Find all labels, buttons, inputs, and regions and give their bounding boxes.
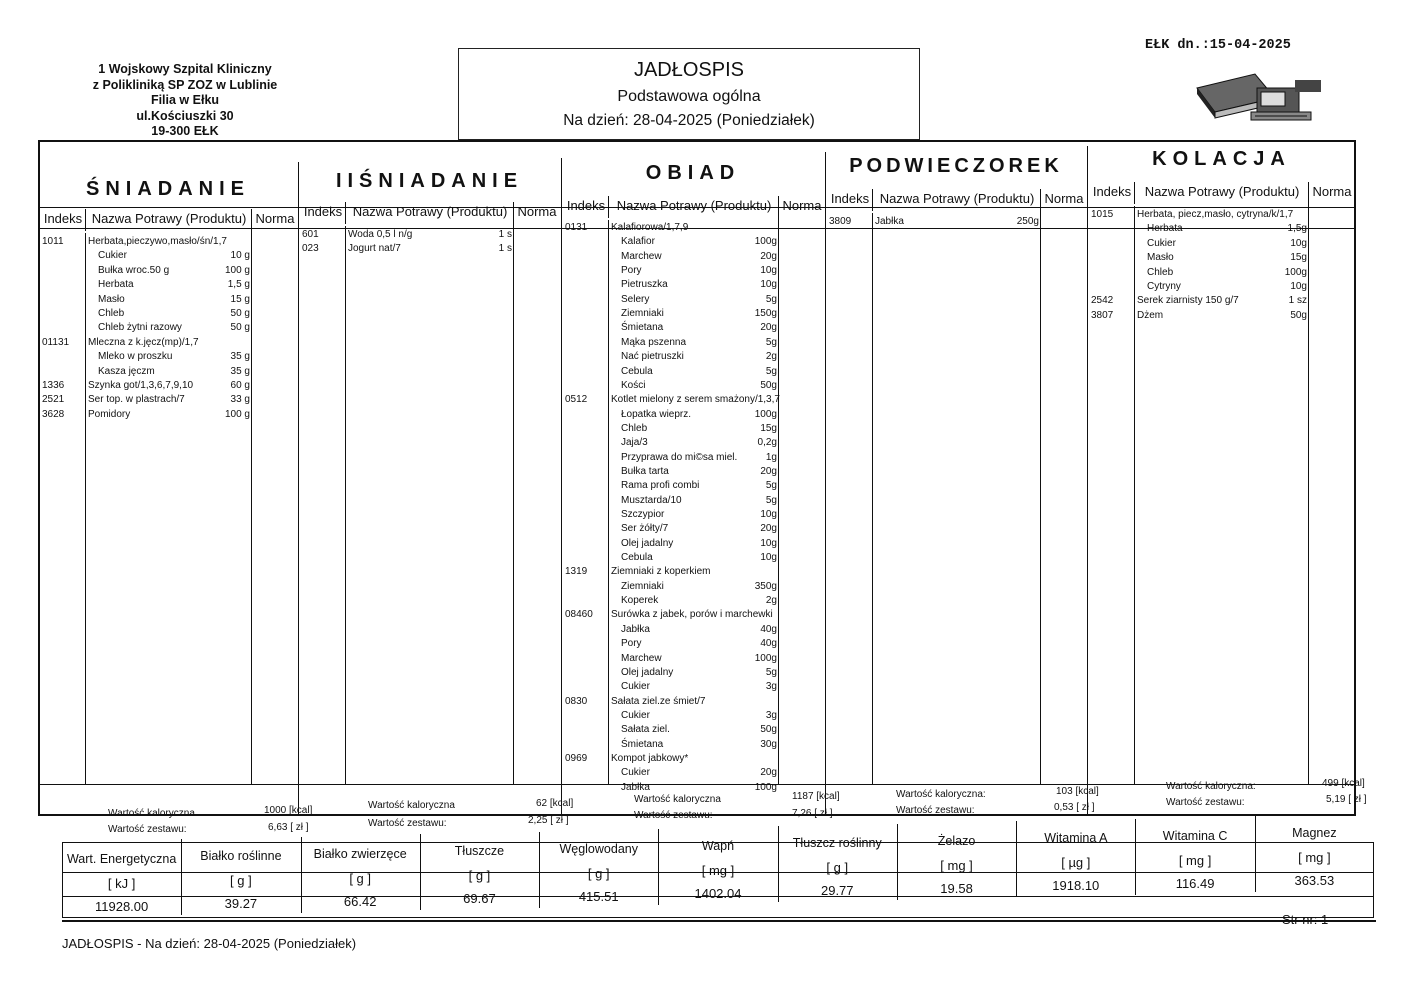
column-header-index: Indeks: [830, 191, 870, 206]
meal-title-ii-sniadanie: IIŚNIADANIE: [335, 170, 524, 192]
item-index: 0830: [565, 695, 588, 707]
item-name: Cytryny: [1147, 281, 1181, 292]
item-index: 023: [302, 243, 319, 255]
item-name: Musztarda/10: [621, 494, 682, 506]
item-name: Bułka wroc.50 g: [98, 264, 170, 276]
item-name: Marchew: [621, 250, 662, 262]
item-norm: 50g: [1290, 309, 1307, 321]
item-index: 1015: [1091, 209, 1114, 220]
column-divider: [345, 226, 346, 784]
item-name: Ziemniaki: [621, 308, 664, 320]
item-index: 08460: [565, 609, 593, 621]
item-name: Rama profi combi: [621, 480, 700, 492]
item-norm: 35 g: [230, 351, 250, 363]
nutrient-value: 19.58: [940, 880, 973, 896]
item-name: Ziemniaki: [621, 580, 664, 592]
kcal-label: Wartość kaloryczna:: [1166, 781, 1256, 792]
column-divider: [1308, 182, 1309, 784]
item-name: Kasza jęczm: [98, 365, 155, 377]
item-name: Ser żółty/7: [621, 523, 669, 535]
column-header-norm: Norma: [517, 204, 557, 219]
cost-value: 0,53 [ zł ]: [1054, 802, 1095, 813]
item-name: Cukier: [1147, 237, 1176, 249]
meal-separator: [298, 162, 299, 816]
nutrient-label: Wapń: [701, 839, 735, 853]
item-norm: 10g: [760, 265, 777, 277]
nutrient-value: 11928.00: [95, 899, 149, 914]
nutrient-value: 363.53: [1294, 873, 1335, 888]
column-header-norm: Norma: [1044, 191, 1084, 206]
item-name: Selery: [621, 293, 650, 305]
item-norm: 35 g: [230, 365, 250, 377]
item-norm: 1 s: [498, 243, 512, 255]
cost-value: 7,26 [ zł ]: [792, 808, 833, 819]
nutrient-unit: [ mg ]: [1178, 852, 1212, 868]
item-norm: 5g: [765, 480, 777, 492]
meal-title-obiad: OBIAD: [645, 162, 741, 184]
column-header-index: Indeks: [1092, 184, 1132, 199]
item-norm: 50g: [760, 724, 777, 736]
kcal-label: Wartość kaloryczna: [108, 808, 195, 819]
item-name: Jaja/3: [621, 437, 648, 449]
item-index: 01131: [42, 336, 70, 348]
item-norm: 3g: [765, 681, 777, 693]
item-name: Koperek: [621, 595, 659, 607]
item-norm: 100 g: [224, 408, 250, 420]
item-name: Olej jadalny: [621, 666, 674, 678]
column-header-index: Indeks: [566, 198, 606, 213]
item-norm: 40g: [760, 623, 777, 635]
item-name: Jabłka: [875, 216, 904, 227]
item-name: Bułka tarta: [621, 465, 669, 477]
book-computer-logo: [1195, 68, 1325, 131]
nutrient-value: 69.67: [463, 891, 496, 907]
institution-line: 19-300 EŁK: [151, 124, 219, 138]
item-norm: 5g: [765, 293, 777, 305]
nutrient-label: Magnez: [1292, 826, 1337, 840]
item-name: Sałata ziel.ze śmiet/7: [611, 695, 706, 707]
nutrient-unit: [ g ]: [587, 865, 610, 881]
nutrient-value: 1918.10: [1052, 878, 1100, 894]
item-name: Ser top. w plastrach/7: [88, 394, 185, 406]
item-name: Surówka z jabek, porów i marchewki: [611, 609, 773, 621]
item-name: Kalafior: [621, 236, 655, 248]
item-norm: 50g: [760, 379, 777, 391]
cost-label: Wartość zestawu:: [108, 824, 187, 835]
kcal-label: Wartość kaloryczna: [634, 794, 721, 805]
column-divider: [1134, 206, 1135, 784]
item-name: Cukier: [621, 709, 650, 721]
item-norm: 10g: [1290, 237, 1307, 249]
column-divider: [251, 209, 252, 784]
nutrient-label: Białko zwierzęce: [313, 846, 407, 861]
item-norm: 60 g: [230, 380, 250, 391]
item-name: Szczypior: [621, 509, 665, 520]
meal-separator: [561, 158, 562, 816]
cost-value: 5,19 [ zł ]: [1326, 794, 1367, 805]
item-name: Chleb: [98, 308, 125, 319]
column-header-norm: Norma: [782, 198, 822, 213]
item-norm: 20g: [760, 767, 777, 779]
item-name: Jogurt nat/7: [348, 243, 401, 255]
item-name: Woda 0,5 l n/g: [348, 229, 413, 240]
kcal-value: 1000 [kcal]: [264, 805, 313, 816]
cost-label: Wartość zestawu:: [368, 818, 447, 829]
column-header-name: Nazwa Potrawy (Produktu): [879, 191, 1035, 206]
item-norm: 5g: [765, 336, 777, 348]
cost-label: Wartość zestawu:: [896, 805, 975, 816]
item-norm: 0,2g: [757, 437, 777, 449]
item-name: Cebula: [621, 552, 653, 564]
item-index: 3809: [829, 216, 852, 227]
item-name: Cukier: [621, 767, 650, 779]
cost-label: Wartość zestawu:: [1166, 797, 1245, 808]
nutrient-label: Wart. Energetyczna: [66, 852, 177, 866]
item-norm: 1,5 g: [227, 279, 250, 291]
page-title: JADŁOSPIS: [633, 59, 745, 81]
nutrient-label: Żelazo: [937, 833, 976, 848]
item-norm: 50 g: [230, 308, 250, 319]
nutrient-label: Węglowodany: [559, 841, 638, 856]
meal-title-kolacja: KOLACJA: [1152, 148, 1291, 170]
item-name: Ziemniaki z koperkiem: [611, 566, 711, 578]
nutrient-value: 39.27: [224, 896, 258, 912]
item-name: Mleko w proszku: [98, 351, 173, 363]
nutrient-unit: [ g ]: [468, 868, 491, 884]
item-norm: 10g: [1290, 281, 1307, 292]
column-divider: [778, 196, 779, 784]
item-index: 0512: [565, 394, 588, 406]
item-norm: 100g: [754, 236, 777, 248]
item-norm: 20g: [760, 465, 777, 477]
item-norm: 50 g: [230, 322, 250, 334]
item-name: Chleb żytni razowy: [98, 322, 182, 334]
column-divider: [608, 220, 609, 784]
nutrient-unit: [ kJ ]: [107, 876, 136, 891]
nutrition-table: [62, 822, 1374, 920]
kcal-label: Wartość kaloryczna: [368, 800, 455, 811]
item-name: Nać pietruszki: [621, 351, 684, 363]
column-header-index: Indeks: [303, 204, 343, 219]
nutrient-unit: [ mg ]: [940, 857, 973, 873]
item-norm: 33 g: [230, 394, 250, 406]
nutrient-value: 116.49: [1175, 875, 1215, 891]
cost-value: 6,63 [ zł ]: [268, 822, 309, 833]
item-index: 1336: [42, 380, 65, 391]
title-box: [458, 48, 920, 140]
item-name: Chleb: [1147, 266, 1174, 278]
column-header-name: Nazwa Potrawy (Produktu): [1144, 184, 1300, 199]
item-name: Mąka pszenna: [621, 336, 687, 348]
item-norm: 15g: [760, 422, 777, 434]
item-name: Jabłka: [621, 623, 650, 635]
item-index: 1011: [42, 236, 64, 247]
column-divider: [1134, 182, 1135, 204]
item-name: Kości: [621, 379, 646, 391]
meal-title-podwieczorek: PODWIECZOREK: [849, 155, 1063, 177]
column-header-name: Nazwa Potrawy (Produktu): [91, 211, 247, 226]
item-name: Pomidory: [88, 408, 131, 420]
kcal-value: 103 [kcal]: [1056, 786, 1099, 797]
item-index: 3807: [1091, 309, 1114, 321]
item-norm: 2g: [765, 595, 777, 607]
nutrient-value: 415.51: [578, 888, 619, 904]
kcal-label: Wartość kaloryczna:: [896, 789, 986, 800]
summary-divider: [38, 784, 1356, 785]
column-header-name: Nazwa Potrawy (Produktu): [616, 198, 772, 213]
item-norm: 100g: [754, 408, 777, 420]
item-norm: 15 g: [230, 293, 250, 305]
item-norm: 20g: [760, 523, 777, 535]
item-name: Masło: [98, 293, 125, 305]
nutrient-value: 66.42: [343, 893, 377, 909]
item-name: Marchew: [621, 652, 662, 664]
institution-line: z Polikliniką SP ZOZ w Lublinie: [92, 77, 278, 92]
nutrient-unit: [ mg ]: [1298, 850, 1331, 865]
item-norm: 10g: [760, 552, 777, 564]
meal-separator: [825, 152, 826, 816]
item-norm: 100g: [754, 652, 777, 664]
kcal-value: 499 [kcal]: [1322, 778, 1365, 789]
item-norm: 10g: [760, 279, 777, 291]
item-norm: 1 s: [498, 229, 512, 240]
item-name: Cebula: [621, 365, 653, 377]
item-index: 0131: [565, 222, 588, 233]
print-date: EŁK dn.:15-04-2025: [1145, 38, 1291, 53]
item-name: Herbata,pieczywo,masło/śn/1,7: [88, 236, 227, 247]
item-norm: 20g: [760, 250, 777, 262]
item-name: Herbata: [1147, 223, 1183, 235]
item-norm: 150g: [754, 308, 777, 320]
page-rule: [62, 920, 1376, 922]
page-footer: JADŁOSPIS - Na dzień: 28-04-2025 (Poniedziałek): [62, 936, 357, 951]
item-name: Śmietana: [621, 322, 664, 334]
menu-date: Na dzień: 28-04-2025 (Poniedziałek): [563, 112, 815, 129]
item-norm: 5g: [765, 365, 777, 377]
item-index: 3628: [42, 408, 65, 420]
cost-value: 2,25 [ zł ]: [528, 815, 569, 826]
item-name: Łopatka wieprz.: [621, 408, 692, 420]
nutrient-label: Tłuszcz roślinny: [792, 836, 882, 851]
item-norm: 350g: [754, 580, 777, 592]
item-name: Pory: [621, 265, 642, 277]
nutrient-unit: [ g ]: [826, 860, 849, 876]
item-name: Cukier: [98, 250, 127, 262]
column-header-norm: Norma: [1312, 184, 1352, 199]
item-name: Pietruszka: [621, 279, 668, 291]
item-norm: 250g: [1016, 216, 1039, 227]
item-norm: 10g: [760, 537, 777, 549]
nutrient-unit: [ g ]: [230, 873, 252, 889]
institution-line: 1 Wojskowy Szpital Kliniczny: [98, 62, 272, 76]
item-name: Mleczna z k.jęcz(mp)/1,7: [88, 336, 199, 348]
column-header-norm: Norma: [255, 211, 295, 226]
item-norm: 15g: [1290, 252, 1307, 264]
diet-name: Podstawowa ogólna: [617, 88, 761, 105]
column-divider: [608, 196, 609, 218]
item-name: Serek ziarnisty 150 g/7: [1137, 295, 1239, 307]
item-name: Herbata, piecz,masło, cytryna/k/1,7: [1137, 209, 1294, 220]
nutrient-label: Tłuszcze: [454, 844, 505, 859]
item-norm: 5g: [765, 494, 777, 506]
meal-title-sniadanie: ŚNIADANIE: [85, 178, 250, 200]
item-norm: 2g: [765, 351, 777, 363]
item-index: 2542: [1091, 295, 1114, 307]
kcal-value: 1187 [kcal]: [792, 791, 840, 802]
item-name: Przyprawa do mi©sa miel.: [621, 451, 738, 463]
cost-label: Wartość zestawu:: [634, 810, 713, 821]
item-norm: 1,5g: [1287, 223, 1307, 235]
item-norm: 30g: [760, 738, 777, 750]
item-norm: 3g: [765, 709, 777, 721]
item-norm: 100 g: [224, 264, 250, 276]
column-divider: [1040, 189, 1041, 784]
item-name: Pory: [621, 638, 642, 650]
item-norm: 20g: [760, 322, 777, 334]
kcal-value: 62 [kcal]: [536, 798, 574, 809]
item-index: 0969: [565, 752, 588, 764]
nutrient-label: Białko roślinne: [200, 849, 282, 864]
item-name: Herbata: [98, 279, 134, 291]
item-name: Jabłka: [621, 781, 650, 793]
nutrient-unit: [ mg ]: [701, 863, 735, 878]
nutrient-label: Witamina A: [1044, 831, 1108, 846]
institution-address: [70, 62, 300, 140]
item-index: 601: [302, 229, 319, 240]
item-norm: 100g: [754, 781, 777, 793]
institution-line: Filia w Ełku: [150, 93, 220, 107]
column-divider: [85, 209, 86, 231]
item-name: Kotlet mielony z serem smażony/1,3,7: [611, 394, 780, 406]
nutrient-label: Witamina C: [1162, 828, 1228, 843]
item-norm: 100g: [1284, 266, 1307, 278]
item-name: Masło: [1147, 252, 1174, 264]
item-name: Śmietana: [621, 738, 664, 750]
item-index: 2521: [42, 394, 65, 406]
column-divider: [872, 213, 873, 784]
nutrient-unit: [ g ]: [349, 870, 371, 886]
item-name: Kalafiorowa/1,7,9: [611, 222, 689, 233]
item-name: Sałata ziel.: [621, 724, 670, 736]
item-name: Olej jadalny: [621, 537, 674, 549]
item-norm: 1g: [765, 451, 777, 463]
item-norm: 40g: [760, 638, 777, 650]
column-divider: [85, 233, 86, 784]
nutrient-value: 29.77: [820, 883, 854, 899]
institution-line: ul.Kościuszki 30: [136, 108, 234, 123]
item-norm: 5g: [765, 666, 777, 678]
item-name: Cukier: [621, 681, 650, 693]
column-divider: [345, 202, 346, 224]
page-number: Str nr: 1: [1282, 912, 1329, 927]
nutrient-unit: [ µg ]: [1061, 855, 1091, 871]
item-index: 1319: [565, 566, 588, 578]
column-divider: [872, 189, 873, 211]
item-norm: 1 sz: [1288, 295, 1307, 307]
meal-separator: [1087, 146, 1088, 816]
column-header-index: Indeks: [43, 211, 83, 226]
item-name: Dżem: [1137, 309, 1164, 321]
item-name: Szynka got/1,3,6,7,9,10: [88, 380, 194, 391]
item-norm: 10g: [760, 509, 777, 520]
nutrient-value: 1402.04: [694, 886, 742, 901]
column-header-name: Nazwa Potrawy (Produktu): [352, 204, 508, 219]
item-name: Chleb: [621, 422, 648, 434]
item-norm: 10 g: [230, 250, 250, 262]
column-divider: [513, 202, 514, 784]
item-name: Kompot jabkowy*: [611, 752, 689, 764]
